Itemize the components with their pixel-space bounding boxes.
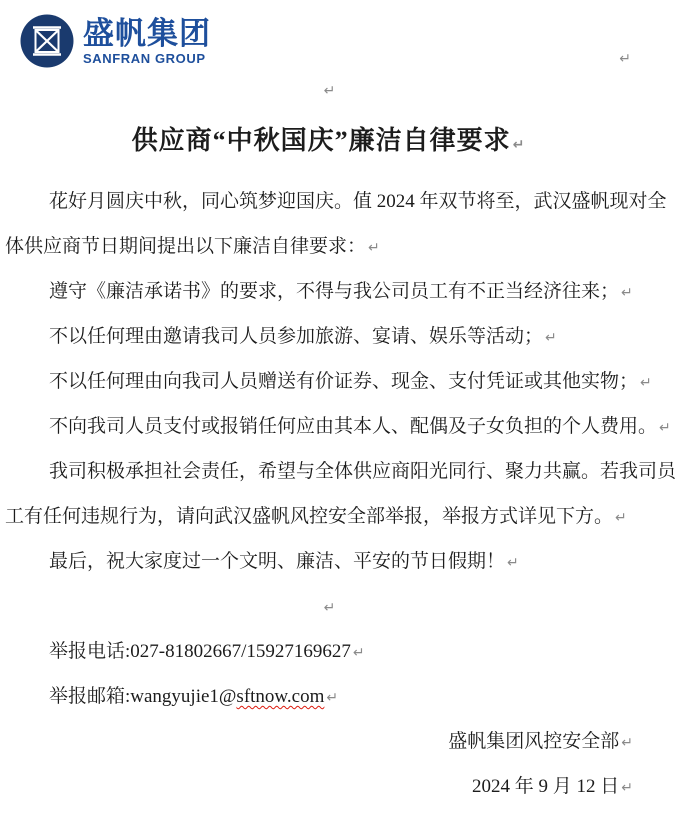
paragraph-mark-icon: ↵ xyxy=(507,555,519,571)
body-text: 不以任何理由邀请我司人员参加旅游、宴请、娱乐等活动； xyxy=(49,326,544,347)
body-text: 不以任何理由向我司人员赠送有价证券、现金、支付凭证或其他实物； xyxy=(49,371,639,392)
body-line xyxy=(0,359,657,404)
report-email-label: 举报邮箱:wangyujie1@ xyxy=(49,686,237,707)
report-email-line xyxy=(0,674,657,719)
body-line xyxy=(0,539,657,584)
paragraph-mark-icon: ↵ xyxy=(352,645,365,661)
body-line xyxy=(0,179,667,224)
body-line xyxy=(0,224,657,269)
paragraph-mark-icon: ↵ xyxy=(512,137,526,153)
empty-line xyxy=(0,78,657,104)
page-title-text: 供应商“中秋国庆”廉洁自律要求 xyxy=(131,126,511,155)
brand-name: 盛帆集团 xyxy=(83,15,211,51)
report-phone-text: 举报电话:027-81802667/15927169627 xyxy=(49,641,351,662)
body-line xyxy=(0,314,657,359)
paragraph-mark-icon: ↵ xyxy=(640,375,652,391)
paragraph-mark-icon: ↵ xyxy=(621,285,633,301)
date-line xyxy=(0,764,657,809)
body-line xyxy=(0,449,676,494)
body-line xyxy=(0,494,657,539)
paragraph-mark-icon: ↵ xyxy=(615,510,627,526)
report-phone-line xyxy=(0,629,657,674)
body-text: 工有任何违规行为，请向武汉盛帆风控安全部举报，举报方式详见下方。 xyxy=(5,506,614,527)
body-text: 不向我司人员支付或报销任何应由其本人、配偶及子女负担的个人费用。 xyxy=(49,416,658,437)
empty-line xyxy=(0,584,657,629)
paragraph-mark-icon: ↵ xyxy=(368,240,380,256)
paragraph-mark-icon: ↵ xyxy=(326,690,339,706)
brand-subtitle: SANFRAN GROUP xyxy=(83,50,206,66)
paragraph-mark-icon: ↵ xyxy=(545,330,557,346)
paragraph-mark-icon: ↵ xyxy=(621,735,633,751)
body-line xyxy=(0,404,671,449)
body-text: 遵守《廉洁承诺书》的要求，不得与我公司员工有不正当经济往来； xyxy=(49,281,620,302)
paragraph-mark-icon: ↵ xyxy=(323,83,336,99)
signature-text: 盛帆集团风控安全部 xyxy=(448,731,620,752)
spellcheck-flagged-text: sftnow.com xyxy=(236,686,325,707)
body-text: 花好月圆庆中秋，同心筑梦迎国庆。值 2024 年双节将至，武汉盛帆现对全 xyxy=(49,191,667,212)
page-title xyxy=(0,124,657,158)
brand-text-block xyxy=(83,17,211,66)
sanfran-emblem-icon xyxy=(20,14,74,68)
document-body xyxy=(0,179,676,809)
document-header xyxy=(0,0,657,68)
body-text: 体供应商节日期间提出以下廉洁自律要求： xyxy=(5,236,367,257)
date-text: 2024 年 9 月 12 日 xyxy=(472,776,620,797)
body-line xyxy=(0,269,657,314)
body-text: 最后，祝大家度过一个文明、廉洁、平安的节日假期！ xyxy=(49,551,506,572)
body-text: 我司积极承担社会责任，希望与全体供应商阳光同行、聚力共赢。若我司员 xyxy=(49,461,676,482)
paragraph-mark-icon: ↵ xyxy=(323,600,336,616)
company-logo xyxy=(20,14,211,68)
paragraph-mark-icon: ↵ xyxy=(659,420,671,436)
paragraph-mark-icon: ↵ xyxy=(621,780,633,796)
paragraph-mark-icon: ↵ xyxy=(619,51,631,67)
signature-line xyxy=(0,719,657,764)
